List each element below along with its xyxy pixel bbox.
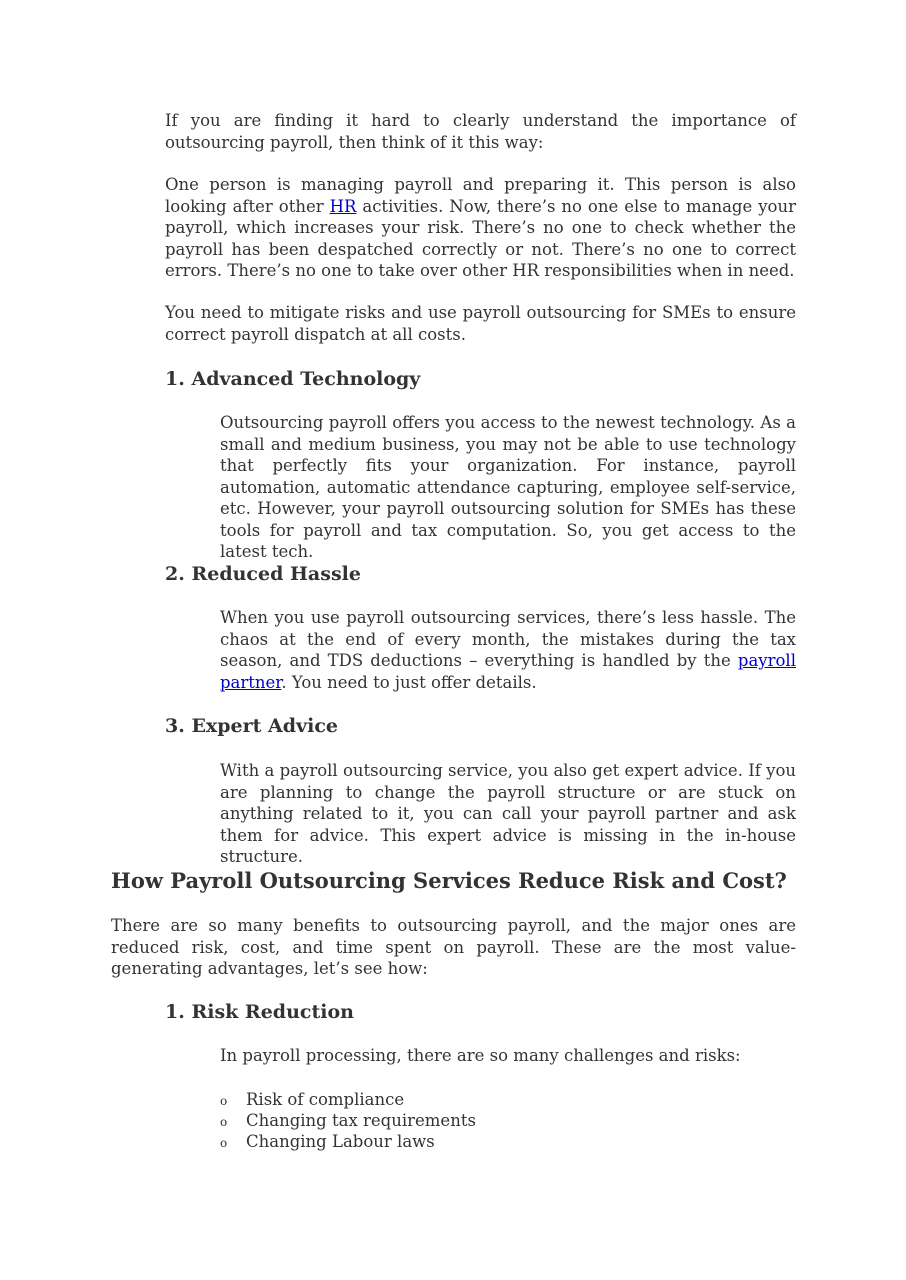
bullet-marker: o [220,1136,228,1150]
how-heading: How Payroll Outsourcing Services Reduce Risk and Cost? [111,868,787,893]
section-advanced-technology-heading: 1. Advanced Technology [165,368,421,390]
intro-paragraph-1: If you are finding it hard to clearly understand the importance of outsourcing payroll, then think of it this way: [165,111,796,152]
list-item [220,1131,435,1155]
how-intro-paragraph: There are so many benefits to outsourcing payroll, and the major ones are reduced risk, cost, and time spent on payroll. These are the most value-generating advantages, let’s see how: [111,916,796,978]
section-advanced-technology-body: Outsourcing payroll offers you access to the newest technology. As a small and medium business, you may not be able to use technology that perfectly fits your organization. For instance, payroll automation, automatic attendance capturing, employee self-service, etc. However, your payroll outsourcing solution for SMEs has these tools for payroll and tax computation. So, you get access to the latest tech. [220,413,796,561]
hr-link[interactable]: HR [329,196,357,216]
bullet-marker: o [220,1094,228,1108]
risk-reduction-heading: 1. Risk Reduction [165,1001,354,1023]
list-item-text: Changing Labour laws [246,1132,435,1151]
list-item [220,1089,404,1113]
section-expert-advice-body: With a payroll outsourcing service, you also get expert advice. If you are planning to change the payroll structure or are stuck on anything related to it, you can call your payroll partner and ask them for advice. This expert advice is missing in the in-house structure. [220,761,796,866]
bullet-marker: o [220,1115,228,1129]
list-item-text: Changing tax requirements [246,1111,476,1130]
risk-reduction-body: In payroll processing, there are so many challenges and risks: [220,1046,741,1065]
list-item [220,1110,476,1134]
intro-paragraph-2-text-a: One person is managing payroll and preparing it. This person is also looking after other [165,175,796,216]
intro-paragraph-2 [165,174,796,282]
reduced-hassle-text-b: . You need to just offer details. [281,672,537,692]
payroll-partner-link[interactable]: payroll partner [220,651,796,692]
intro-paragraph-2-text-b: activities. Now, there’s no one else to manage your payroll, which increases your risk. There’s no one to check whether the payroll has been despatched correctly or not. There’s no one to correct errors. There’s no one to take over other HR responsibilities when in need. [165,196,796,280]
list-item-text: Risk of compliance [246,1090,405,1109]
section-reduced-hassle-heading: 2. Reduced Hassle [165,563,361,585]
section-expert-advice-heading: 3. Expert Advice [165,715,338,737]
intro-paragraph-3: You need to mitigate risks and use payroll outsourcing for SMEs to ensure correct payroll dispatch at all costs. [165,303,796,344]
reduced-hassle-text-a: When you use payroll outsourcing services, there’s less hassle. The chaos at the end of every month, the mistakes during the tax season, and TDS deductions – everything is handled by the [220,608,796,670]
section-reduced-hassle-body [220,607,796,693]
